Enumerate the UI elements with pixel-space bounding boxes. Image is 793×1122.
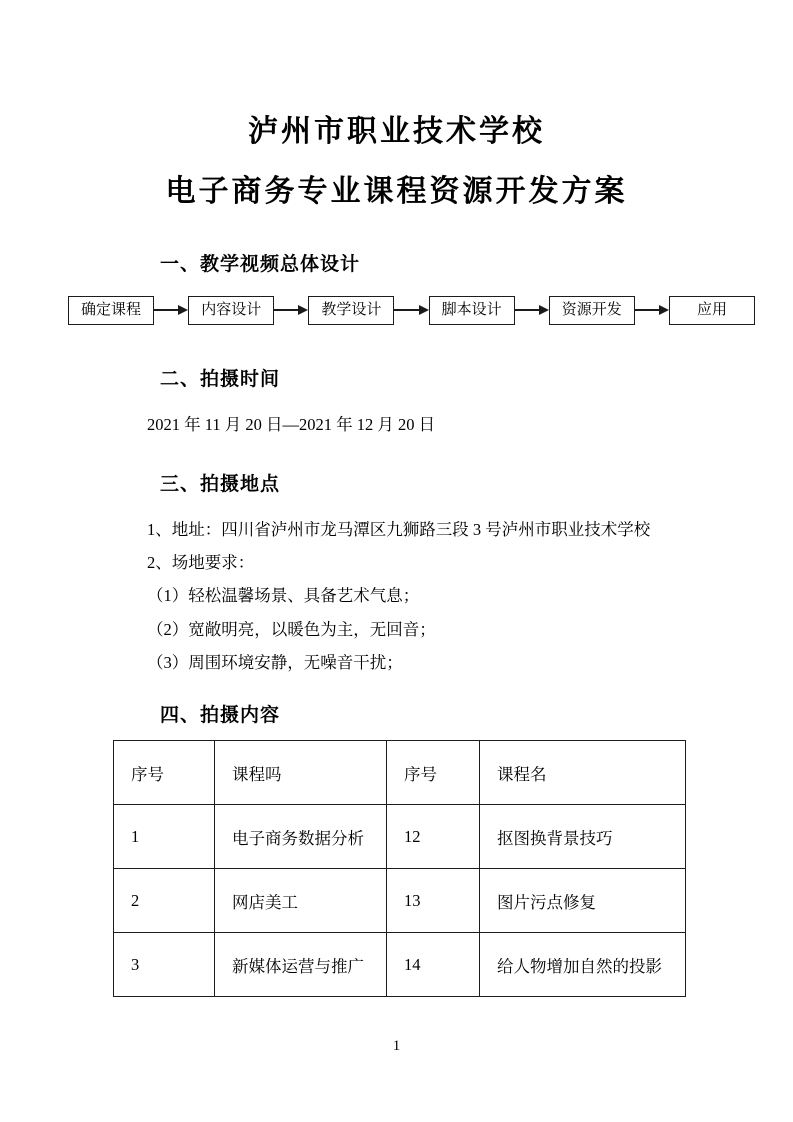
- flow-arrow-icon: [635, 309, 660, 311]
- table-cell: 3: [114, 933, 215, 997]
- table-header-cell: 课程吗: [215, 741, 387, 805]
- flow-arrow-icon: [394, 309, 419, 311]
- flow-step-content-design: 内容设计: [188, 296, 274, 325]
- location-requirement-1: （1）轻松温馨场景、具备艺术气息；: [147, 586, 420, 605]
- table-row: [114, 805, 686, 869]
- flow-step-apply: 应用: [669, 296, 755, 325]
- table-header-cell: 序号: [387, 741, 480, 805]
- process-flowchart: [68, 293, 755, 327]
- document-title-line1: 泸州市职业技术学校: [248, 115, 545, 148]
- location-address-line: 1、地址：四川省泸州市龙马潭区九狮路三段 3 号泸州市职业技术学校: [147, 520, 651, 539]
- page-number-footer: 1: [392, 1038, 401, 1054]
- table-cell: 2: [114, 869, 215, 933]
- table-cell: 给人物增加自然的投影: [480, 933, 686, 997]
- flow-arrow-icon: [154, 309, 179, 311]
- flow-arrow-icon: [274, 309, 299, 311]
- section-heading-shoot-content: 四、拍摄内容: [160, 705, 281, 726]
- table-cell: 抠图换背景技巧: [480, 805, 686, 869]
- table-cell: 1: [114, 805, 215, 869]
- table-cell: 新媒体运营与推广: [215, 933, 387, 997]
- location-requirements-label: 2、场地要求：: [147, 553, 255, 572]
- table-cell: 图片污点修复: [480, 869, 686, 933]
- section-heading-video-design: 一、教学视频总体设计: [160, 254, 361, 275]
- location-requirement-3: （3）周围环境安静，无噪音干扰；: [147, 653, 403, 672]
- flow-step-resource-dev: 资源开发: [549, 296, 635, 325]
- flow-arrow-icon: [515, 309, 540, 311]
- table-header-row: [114, 741, 686, 805]
- section-heading-shoot-time: 二、拍摄时间: [160, 369, 281, 390]
- table-row: [114, 869, 686, 933]
- flow-step-script-design: 脚本设计: [429, 296, 515, 325]
- shoot-date-range: 2021 年 11 月 20 日—2021 年 12 月 20 日: [147, 415, 436, 434]
- table-cell: 网店美工: [215, 869, 387, 933]
- section-heading-shoot-location: 三、拍摄地点: [160, 474, 281, 495]
- table-header-cell: 序号: [114, 741, 215, 805]
- table-cell: 14: [387, 933, 480, 997]
- table-cell: 13: [387, 869, 480, 933]
- table-row: [114, 933, 686, 997]
- table-cell: 电子商务数据分析: [215, 805, 387, 869]
- table-header-cell: 课程名: [480, 741, 686, 805]
- location-requirement-2: （2）宽敞明亮，以暖色为主，无回音；: [147, 620, 436, 639]
- document-title-line2: 电子商务专业课程资源开发方案: [165, 175, 628, 208]
- course-content-table: [113, 740, 686, 997]
- flow-step-teaching-design: 教学设计: [308, 296, 394, 325]
- flow-step-confirm-course: 确定课程: [68, 296, 154, 325]
- table-cell: 12: [387, 805, 480, 869]
